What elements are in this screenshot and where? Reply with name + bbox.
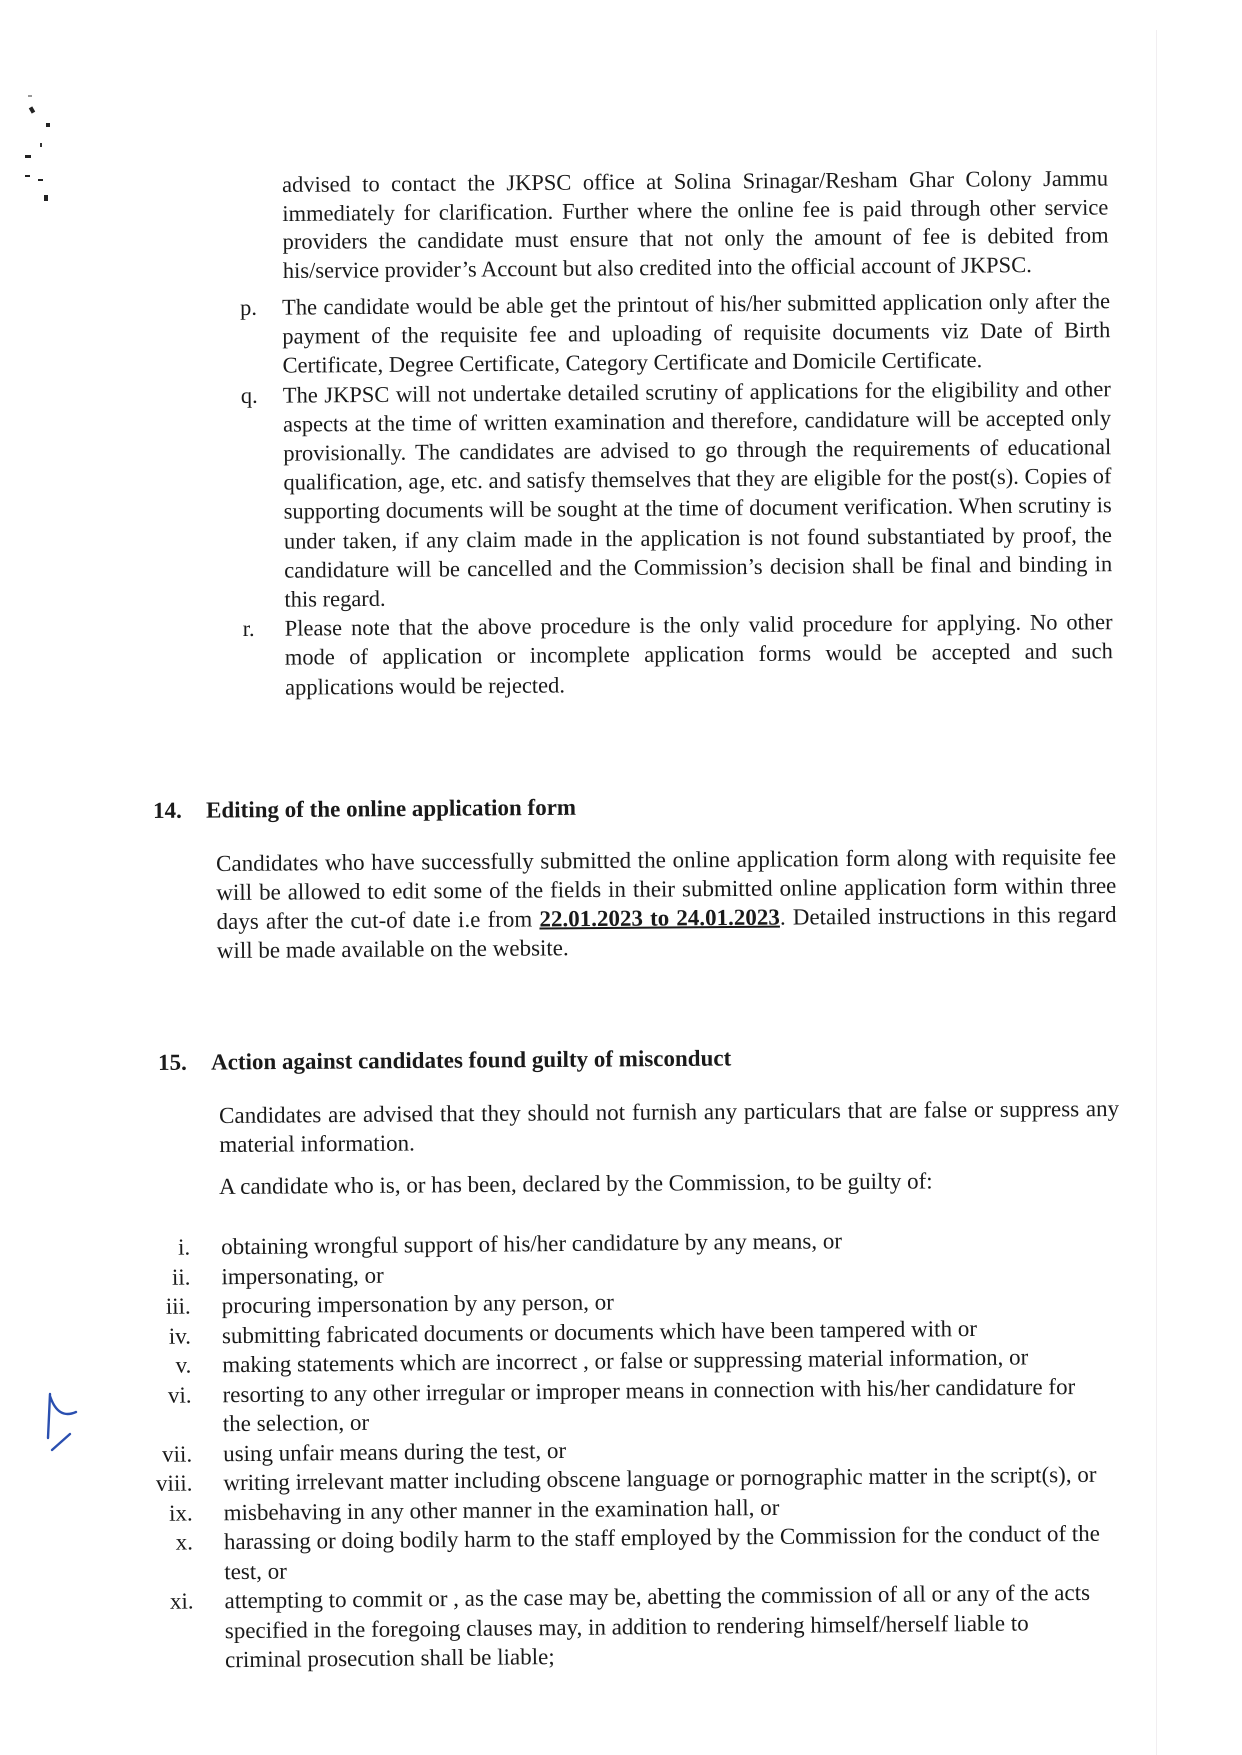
continuation-paragraph: advised to contact the JKPSC office at Solina Srinagar/Resham Ghar Colony Jammu immediately for clarification. Further where the online fee is paid through other service providers the candidate must ensure that not only the amount of fee is debited from his/service provider’s Account but also credited into the official account of JKPSC. [282, 165, 1109, 283]
item-text: resorting to any other irregular or improper means in connection with his/her candidature for the selection, or [222, 1373, 1076, 1437]
instruction-label: r. [242, 616, 255, 642]
section-14-body [216, 842, 1117, 965]
misconduct-item [143, 1578, 1104, 1676]
item-text: writing irrelevant matter including obscene language or pornographic matter in the script(s), or [223, 1461, 1097, 1496]
handwritten-initial-mark-icon [40, 1390, 90, 1460]
item-label: vi. [167, 1382, 192, 1408]
scan-edge-line [1156, 30, 1157, 1755]
item-label: vii. [161, 1441, 193, 1467]
instruction-text: The candidate would be able get the printout of his/her submitted application only after the payment of the requisite fee and uploading of requisite documents viz Date of Birth Certificate, Degree Certificate, Category Certificate and Domicile Certificate. [282, 288, 1111, 379]
section-title: Editing of the online application form [205, 794, 577, 823]
item-label: iii. [165, 1293, 191, 1319]
instruction-label: p. [240, 294, 258, 320]
scan-speck-marks-icon [20, 95, 60, 215]
item-text: impersonating, or [221, 1262, 384, 1289]
item-text: making statements which are incorrect , or false or suppressing material information, or [222, 1344, 1029, 1378]
section-title: Action against candidates found guilty of misconduct [210, 1045, 732, 1075]
misconduct-list [140, 1224, 1104, 1676]
item-label: ii. [171, 1264, 191, 1290]
item-label: x. [175, 1529, 194, 1555]
instruction-text: Please note that the above procedure is the only valid procedure for applying. No other mode of application or incomplete application forms would be accepted and such applications would be rejected. [284, 609, 1113, 700]
instruction-label: q. [240, 382, 258, 408]
misconduct-item [141, 1371, 1102, 1439]
misconduct-item [143, 1519, 1104, 1587]
item-label: viii. [155, 1470, 193, 1496]
item-label: xi. [169, 1588, 194, 1614]
section-15-intro-2: A candidate who is, or has been, declared by the Commission, to be guilty of: [219, 1168, 933, 1199]
section-number: 14. [153, 797, 182, 823]
item-text: obtaining wrongful support of his/her candidature by any means, or [221, 1228, 843, 1260]
item-label: v. [175, 1352, 192, 1378]
item-text: harassing or doing bodily harm to the staff employed by the Commission for the conduct of the test, or [223, 1520, 1101, 1584]
instruction-item-q [241, 374, 1113, 614]
instruction-text: The JKPSC will not undertake detailed scrutiny of applications for the eligibility and other aspects at the time of written examination and therefore, candidature will be accepted only provisionally. The candidates are advised to go through the requirements of educational qualification, age, etc. and satisfy themselves that they are eligible for the post(s). Copies of supporting documents will be sought at the time of document verification. When scrutiny is under taken, if any claim made in the application is not found substantiated by proof, the candidature will be cancelled and the Commission’s decision shall be final and binding in this regard. [282, 375, 1113, 612]
item-text: misbehaving in any other manner in the examination hall, or [223, 1494, 780, 1525]
item-label: ix. [168, 1500, 193, 1526]
section-15-intro-1: Candidates are advised that they should not furnish any particulars that are false or suppress any material information. [219, 1095, 1120, 1157]
section-number: 15. [158, 1049, 187, 1075]
item-text: using unfair means during the test, or [222, 1437, 567, 1466]
item-label: iv. [168, 1323, 192, 1349]
instruction-item-p [240, 286, 1111, 380]
section-14-text-end: . Detailed instructions in this regard will be made available on the website. [216, 901, 1117, 963]
instruction-item-r [243, 607, 1114, 701]
item-text: procuring impersonation by any person, or [221, 1289, 615, 1319]
item-label: i. [177, 1234, 191, 1260]
section-14-text: Candidates who have successfully submitted the online application form along with requisite fee will be allowed to edit some of the fields in their submitted online application form within three days after the cut-of date i.e from [216, 843, 1117, 934]
edit-date-range: 22.01.2023 to 24.01.2023 [539, 904, 780, 932]
item-text: submitting fabricated documents or documents which have been tampered with or [221, 1315, 978, 1348]
instruction-list [240, 286, 1113, 702]
section-14-heading [153, 795, 576, 824]
section-15-heading [158, 1045, 731, 1076]
item-text: attempting to commit or , as the case may be, abetting the commission of all or any of the acts specified in the foregoing clauses may, in addition to rendering himself/herself liable to criminal prosecution shall be liable; [224, 1579, 1091, 1673]
